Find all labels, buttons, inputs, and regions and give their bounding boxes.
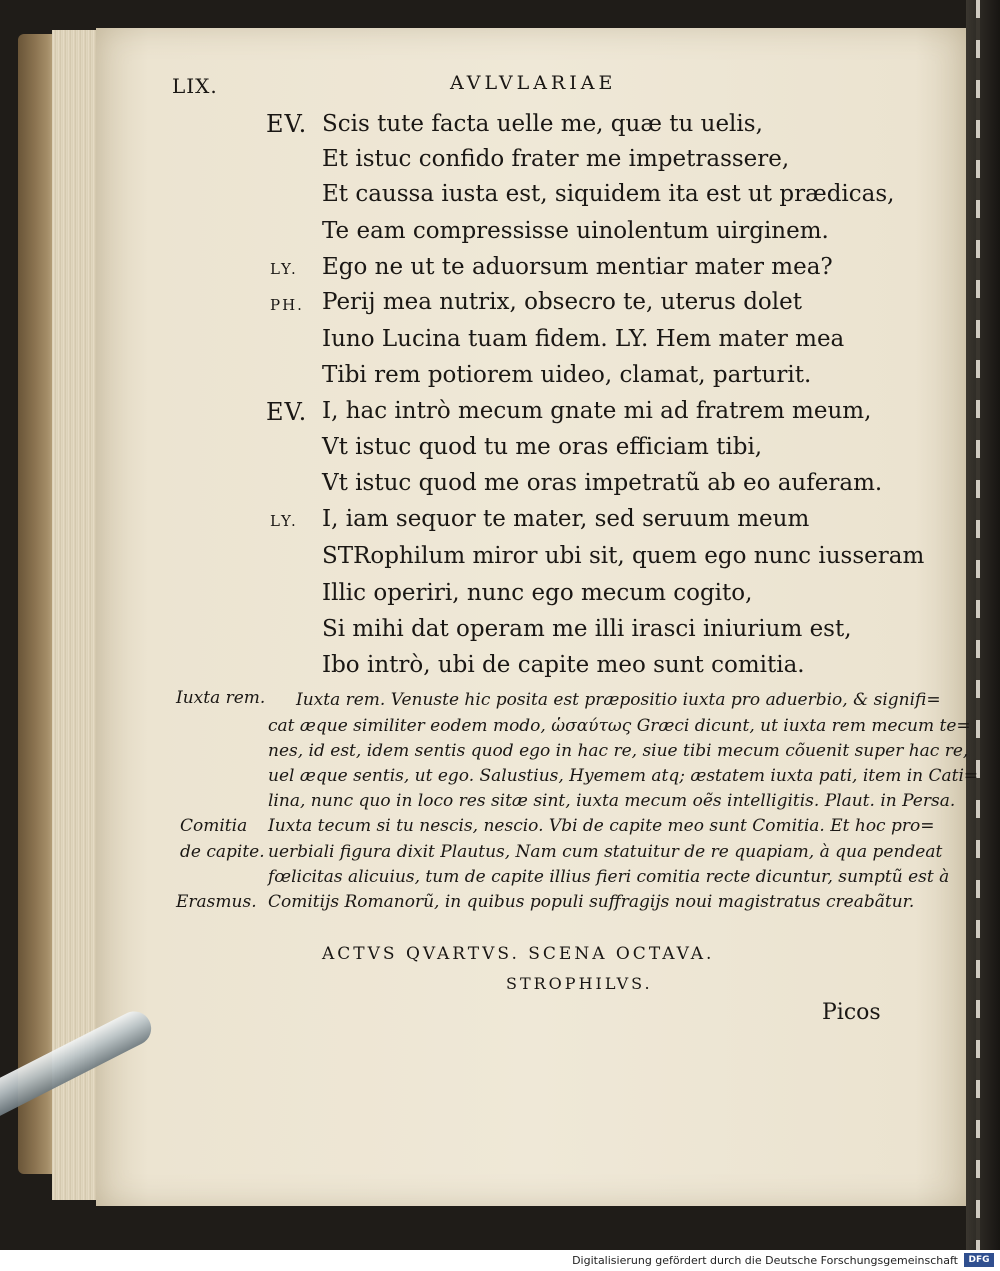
speaker-label: PH.: [270, 296, 304, 314]
commentary-line: nes, id est, idem sentis quod ego in hac re, siue tibi mecum cõuenit super hac re,: [268, 741, 969, 761]
binding-thread: [976, 0, 980, 1250]
commentary-line: Iuxta rem. Venuste hic posita est præpositio iuxta pro aduerbio, & signifi=: [296, 690, 941, 710]
scene-character: STROPHILVS.: [506, 974, 653, 993]
commentary-line: uerbiali figura dixit Plautus, Nam cum statuitur de re quapiam, à qua pendeat: [268, 842, 943, 862]
verse-line: Perij mea nutrix, obsecro te, uterus dolet: [322, 289, 802, 315]
speaker-label: EV.: [266, 398, 308, 426]
dfg-logo: DFG: [964, 1253, 994, 1267]
commentary-line: uel æque sentis, ut ego. Salustius, Hyemem atq; æstatem iuxta pati, item in Cati=: [268, 766, 979, 786]
verse-line: I, hac intrò mecum gnate mi ad fratrem meum,: [322, 398, 872, 424]
verse-line: Et istuc confido frater me impetrassere,: [322, 146, 790, 172]
verse-line: Iuno Lucina tuam fidem. LY. Hem mater mea: [322, 326, 845, 352]
footer-bar: [0, 1250, 1000, 1271]
catchword: Picos: [822, 1000, 881, 1025]
margin-note: de capite.: [180, 842, 265, 862]
book-binding-edge: [966, 0, 1000, 1250]
commentary-line: Iuxta tecum si tu nescis, nescio. Vbi de capite meo sunt Comitia. Et hoc pro=: [268, 816, 935, 836]
verse-line: STRophilum miror ubi sit, quem ego nunc iusseram: [322, 543, 925, 569]
speaker-label: LY.: [270, 512, 298, 530]
speaker-label: LY.: [270, 260, 298, 278]
commentary-line: Comitijs Romanorũ, in quibus populi suffragijs noui magistratus creabãtur.: [268, 892, 915, 912]
running-title: AVLVLARIAE: [450, 72, 617, 94]
commentary-line: cat æque similiter eodem modo, ὡσαύτως Græci dicunt, ut iuxta rem mecum te=: [268, 716, 971, 736]
verse-line: Vt istuc quod me oras impetratũ ab eo auferam.: [322, 470, 883, 496]
verse-line: Ego ne ut te aduorsum mentiar mater mea?: [322, 254, 833, 280]
verse-line: Si mihi dat operam me illi irasci iniurium est,: [322, 616, 852, 642]
verse-line: Et caussa iusta est, siquidem ita est ut prædicas,: [322, 181, 895, 207]
verse-line: Tibi rem potiorem uideo, clamat, parturit.: [322, 362, 812, 388]
page-stack: [52, 30, 102, 1200]
footer-credit: Digitalisierung gefördert durch die Deutsche Forschungsgemeinschaft: [572, 1254, 958, 1267]
margin-note: Erasmus.: [176, 892, 257, 912]
margin-note: Iuxta rem.: [176, 688, 266, 708]
verse-line: Illic operiri, nunc ego mecum cogito,: [322, 580, 753, 606]
verse-line: Scis tute facta uelle me, quæ tu uelis,: [322, 111, 763, 137]
verse-line: Vt istuc quod tu me oras efficiam tibi,: [322, 434, 763, 460]
verse-line: I, iam sequor te mater, sed seruum meum: [322, 506, 810, 532]
commentary-line: lina, nunc quo in loco res sitæ sint, iuxta mecum oẽs intelligitis. Plaut. in Persa.: [268, 791, 956, 811]
folio-number: LIX.: [172, 74, 218, 98]
act-scene-heading: ACTVS QVARTVS. SCENA OCTAVA.: [322, 944, 715, 964]
verse-line: Te eam compressisse uinolentum uirginem.: [322, 218, 829, 244]
margin-note: Comitia: [180, 816, 248, 836]
speaker-label: EV.: [266, 110, 308, 138]
verse-line: Ibo intrò, ubi de capite meo sunt comitia.: [322, 652, 805, 678]
commentary-line: fœlicitas alicuius, tum de capite illius fieri comitia recte dicuntur, sumptũ est à: [268, 867, 950, 887]
